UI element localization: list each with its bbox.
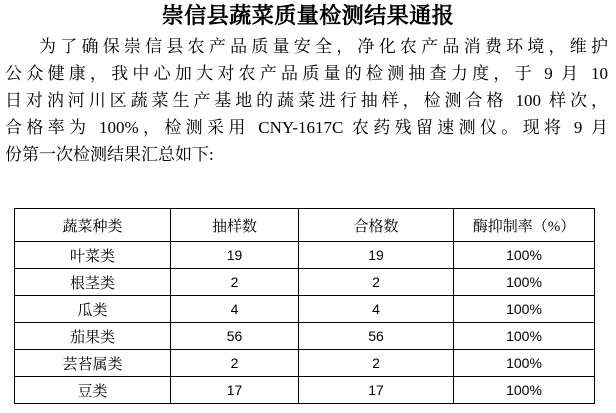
header-pass-count: 合格数 — [299, 209, 454, 242]
cell-pass-count: 19 — [299, 242, 454, 269]
cell-inhibition-rate: 100% — [454, 377, 595, 404]
cell-sample-count: 19 — [171, 242, 299, 269]
paragraph-line-5: 份第一次检测结果汇总如下: — [5, 145, 214, 164]
document-title: 崇信县蔬菜质量检测结果通报 — [161, 3, 455, 28]
cell-sample-count: 2 — [171, 269, 299, 296]
cell-pass-count: 56 — [299, 323, 454, 350]
paragraph-line-3: 日对汭河川区蔬菜生产基地的蔬菜进行抽样，检测合格 100 样次， — [5, 91, 608, 110]
table-row — [15, 323, 595, 350]
cell-vegetable-type: 豆类 — [15, 377, 171, 404]
paragraph-line-4: 合格率为 100%，检测采用 CNY-1617C 农药残留速测仪。现将 9 月 — [5, 118, 608, 137]
cell-inhibition-rate: 100% — [454, 269, 595, 296]
cell-inhibition-rate: 100% — [454, 350, 595, 377]
cell-inhibition-rate: 100% — [454, 296, 595, 323]
cell-vegetable-type: 叶菜类 — [15, 242, 171, 269]
cell-pass-count: 4 — [299, 296, 454, 323]
cell-sample-count: 2 — [171, 350, 299, 377]
cell-inhibition-rate: 100% — [454, 323, 595, 350]
header-enzyme-inhibition-rate: 酶抑制率（%） — [454, 209, 595, 242]
paragraph-line-2: 公众健康，我中心加大对农产品质量的检测抽查力度，于 9 月 10 — [5, 64, 608, 83]
cell-sample-count: 4 — [171, 296, 299, 323]
cell-vegetable-type: 根茎类 — [15, 269, 171, 296]
cell-pass-count: 2 — [299, 350, 454, 377]
cell-vegetable-type: 芸苔属类 — [15, 350, 171, 377]
cell-vegetable-type: 茄果类 — [15, 323, 171, 350]
table-row — [15, 377, 595, 404]
results-table — [14, 208, 595, 404]
paragraph-line-1: 为了确保崇信县农产品质量安全，净化农产品消费环境，维护 — [39, 37, 608, 56]
table-row — [15, 296, 595, 323]
header-sample-count: 抽样数 — [171, 209, 299, 242]
cell-sample-count: 56 — [171, 323, 299, 350]
header-vegetable-type: 蔬菜种类 — [15, 209, 171, 242]
cell-sample-count: 17 — [171, 377, 299, 404]
table-row — [15, 350, 595, 377]
cell-inhibition-rate: 100% — [454, 242, 595, 269]
cell-vegetable-type: 瓜类 — [15, 296, 171, 323]
table-row — [15, 269, 595, 296]
intro-paragraph — [0, 30, 616, 168]
table-header-row — [15, 209, 595, 242]
cell-pass-count: 17 — [299, 377, 454, 404]
table-row — [15, 242, 595, 269]
cell-pass-count: 2 — [299, 269, 454, 296]
